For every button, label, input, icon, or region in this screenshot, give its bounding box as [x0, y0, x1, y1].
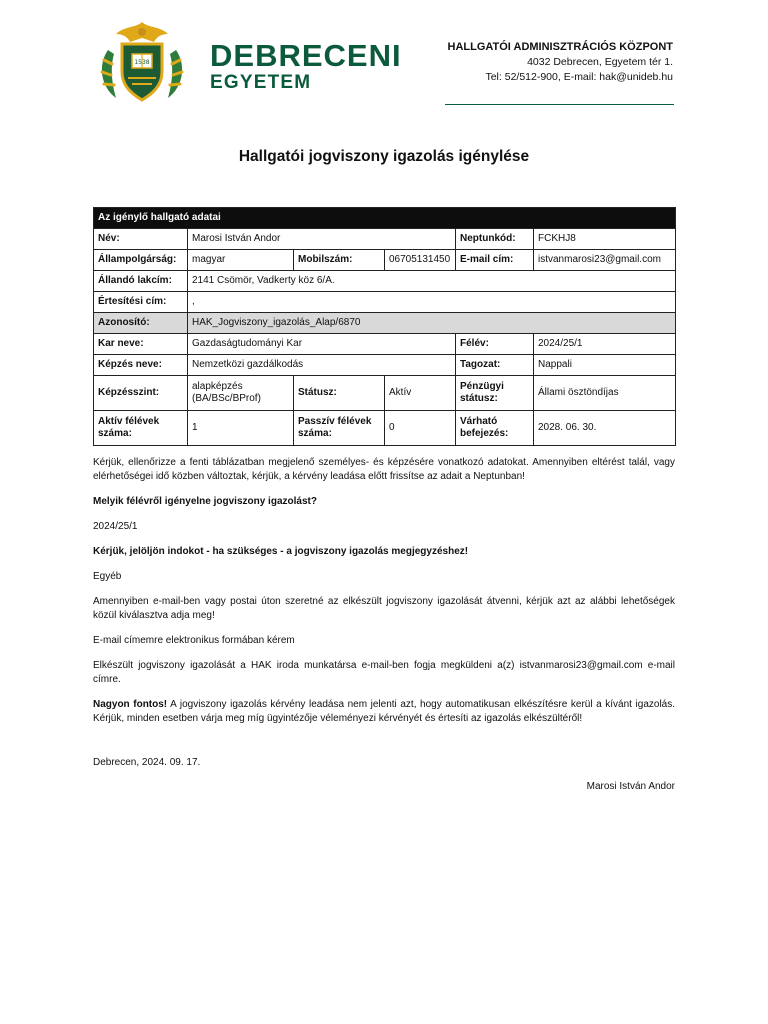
semester-answer: 2024/25/1 [93, 521, 138, 532]
status-value: Aktív [385, 376, 456, 411]
document-title: Hallgatói jogviszony igazolás igénylése [238, 148, 530, 165]
semester-label: Félév: [456, 334, 534, 355]
table-row [94, 313, 676, 334]
crest-year: 1538 [134, 59, 150, 66]
notify-address-value: , [188, 292, 676, 313]
program-label: Képzés neve: [94, 355, 188, 376]
table-row [94, 250, 676, 271]
brand-wordmark [210, 40, 402, 92]
citizenship-label: Állampolgárság: [94, 250, 188, 271]
faculty-label: Kar neve: [94, 334, 188, 355]
active-semesters-label: Aktív félévek száma: [94, 411, 188, 446]
address-value: 2141 Csömör, Vadkerty köz 6/A. [188, 271, 676, 292]
office-address: 4032 Debrecen, Egyetem tér 1. [527, 56, 673, 68]
neptun-value: FCKHJ8 [534, 229, 676, 250]
semester-question: Melyik félévről igényelne jogviszony igazolást? [93, 496, 317, 507]
email-label: E-mail cím: [456, 250, 534, 271]
brand-line-2: EGYETEM [210, 72, 312, 93]
section-header: Az igénylő hallgató adatai [94, 208, 676, 229]
table-row [94, 355, 676, 376]
table-row [94, 334, 676, 355]
office-name: HALLGATÓI ADMINISZTRÁCIÓS KÖZPONT [447, 41, 673, 53]
neptun-label: Neptunkód: [456, 229, 534, 250]
signature-name: Marosi István Andor [586, 781, 675, 792]
faculty-value: Gazdaságtudományi Kar [188, 334, 456, 355]
level-label: Képzésszint: [94, 376, 188, 411]
citizenship-value: magyar [188, 250, 294, 271]
office-contact-block [448, 40, 673, 85]
mobile-label: Mobilszám: [294, 250, 385, 271]
verify-notice: Kérjük, ellenőrizze a fenti táblázatban megjelenő személyes- és képzésére vonatkozó adatokat. Amennyiben eltérést talál, vagy elérhetőségei idő közben változtak, kérjük, a kérvény leadása előtt frissítse az adait a Neptunban! [93, 457, 675, 482]
name-label: Név: [94, 229, 188, 250]
table-header-row [94, 208, 676, 229]
university-crest-logo [94, 20, 190, 104]
header-divider [445, 104, 674, 105]
brand-line-1: DEBRECENI [210, 38, 402, 73]
semester-value: 2024/25/1 [534, 334, 676, 355]
track-label: Tagozat: [456, 355, 534, 376]
table-row [94, 376, 676, 411]
status-label: Státusz: [294, 376, 385, 411]
identifier-value: HAK_Jogviszony_igazolás_Alap/6870 [188, 313, 676, 334]
identifier-label: Azonosító: [94, 313, 188, 334]
mobile-value: 06705131450 [385, 250, 456, 271]
passive-semesters-label: Passzív félévek száma: [294, 411, 385, 446]
table-row [94, 271, 676, 292]
office-contact: Tel: 52/512-900, E-mail: hak@unideb.hu [485, 71, 673, 83]
track-value: Nappali [534, 355, 676, 376]
name-value: Marosi István Andor [188, 229, 456, 250]
reason-question: Kérjük, jelöljön indokot - ha szükséges - a jogviszony igazolás megjegyzéshez! [93, 546, 469, 557]
table-row [94, 411, 676, 446]
expected-graduation-value: 2028. 06. 30. [534, 411, 676, 446]
reason-answer: Egyéb [93, 571, 122, 582]
financial-status-value: Állami ösztöndíjas [534, 376, 676, 411]
important-text: A jogviszony igazolás kérvény leadása nem jelenti azt, hogy automatikusan elkészítésre kerül a kívánt igazolás. Kérjük, minden esetben várja meg míg ügyintézője véleményezi kérvényét és értesíti az igazolás elkészültéről! [93, 699, 676, 724]
program-value: Nemzetközi gazdálkodás [188, 355, 456, 376]
active-semesters-value: 1 [188, 411, 294, 446]
important-label: Nagyon fontos! [93, 699, 168, 710]
notify-address-label: Értesítési cím: [94, 292, 188, 313]
level-value: alapképzés (BA/BSc/BProf) [188, 376, 294, 411]
student-data-table [93, 207, 676, 446]
address-label: Állandó lakcím: [94, 271, 188, 292]
passive-semesters-value: 0 [385, 411, 456, 446]
table-row [94, 292, 676, 313]
financial-status-label: Pénzügyi státusz: [456, 376, 534, 411]
email-value: istvanmarosi23@gmail.com [534, 250, 676, 271]
delivery-question: Amennyiben e-mail-ben vagy postai úton szeretné az elkészült jogviszony igazolását átvenni, kérjük azt az alábbi lehetőségek közül kiválasztva adja meg! [93, 596, 675, 621]
expected-graduation-label: Várható befejezés: [456, 411, 534, 446]
document-body [93, 456, 675, 737]
important-notice [93, 698, 675, 726]
table-row [94, 229, 676, 250]
document-date: Debrecen, 2024. 09. 17. [93, 757, 201, 768]
delivery-answer: E-mail címemre elektronikus formában kérem [93, 635, 295, 646]
delivery-notice: Elkészült jogviszony igazolását a HAK iroda munkatársa e-mail-ben fogja megküldeni a(z) istvanmarosi23@gmail.com e-mail címre. [93, 660, 675, 685]
